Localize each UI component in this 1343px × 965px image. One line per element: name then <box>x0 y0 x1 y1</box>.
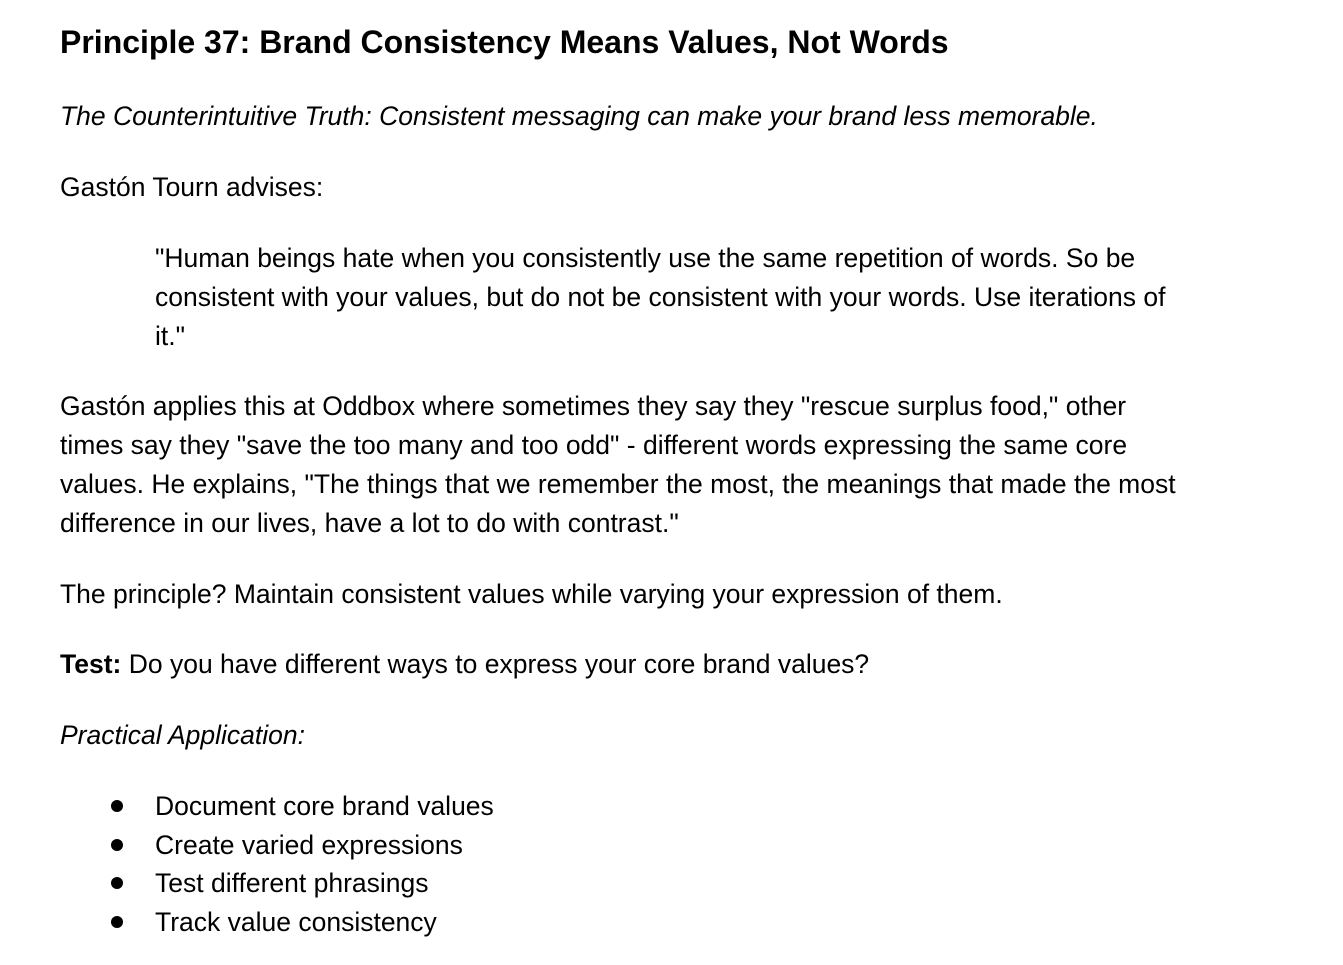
paragraph-line: Gastón applies this at Oddbox where sometimes they say they "rescue surplus food," other <box>60 391 1127 421</box>
practical-list <box>60 787 494 941</box>
subtitle: The Counterintuitive Truth: Consistent messaging can make your brand less memorable. <box>60 101 1098 131</box>
bullet-icon <box>111 839 123 851</box>
quote-line: "Human beings hate when you consistently use the same repetition of words. So be <box>155 243 1136 273</box>
paragraph-line: difference in our lives, have a lot to do with contrast." <box>60 508 679 538</box>
paragraph-line: values. He explains, "The things that we remember the most, the meanings that made the most <box>60 469 1176 499</box>
block-quote <box>155 239 1165 356</box>
paragraph-line: times say they "save the too many and too odd" - different words expressing the same core <box>60 430 1128 460</box>
test-label: Test: <box>60 649 122 679</box>
list-item-label: Document core brand values <box>155 791 494 821</box>
list-item <box>60 826 494 865</box>
test-question <box>60 645 869 684</box>
list-item <box>60 903 494 942</box>
bullet-icon <box>111 800 123 812</box>
bullet-icon <box>111 916 123 928</box>
bullet-icon <box>111 877 123 889</box>
quote-line: it." <box>155 321 186 351</box>
practical-heading: Practical Application: <box>60 720 305 750</box>
quote-line: consistent with your values, but do not be consistent with your words. Use iterations of <box>155 282 1166 312</box>
list-item <box>60 787 494 826</box>
page-title: Principle 37: Brand Consistency Means Values, Not Words <box>60 24 949 60</box>
quote-intro: Gastón Tourn advises: <box>60 172 324 202</box>
body-paragraph <box>60 387 1176 543</box>
list-item-label: Test different phrasings <box>155 868 429 898</box>
test-text: Do you have different ways to express your core brand values? <box>121 649 870 679</box>
list-item <box>60 864 494 903</box>
list-item-label: Track value consistency <box>155 906 437 937</box>
principle-summary: The principle? Maintain consistent values while varying your expression of them. <box>60 579 1003 609</box>
list-item-label: Create varied expressions <box>155 829 463 860</box>
